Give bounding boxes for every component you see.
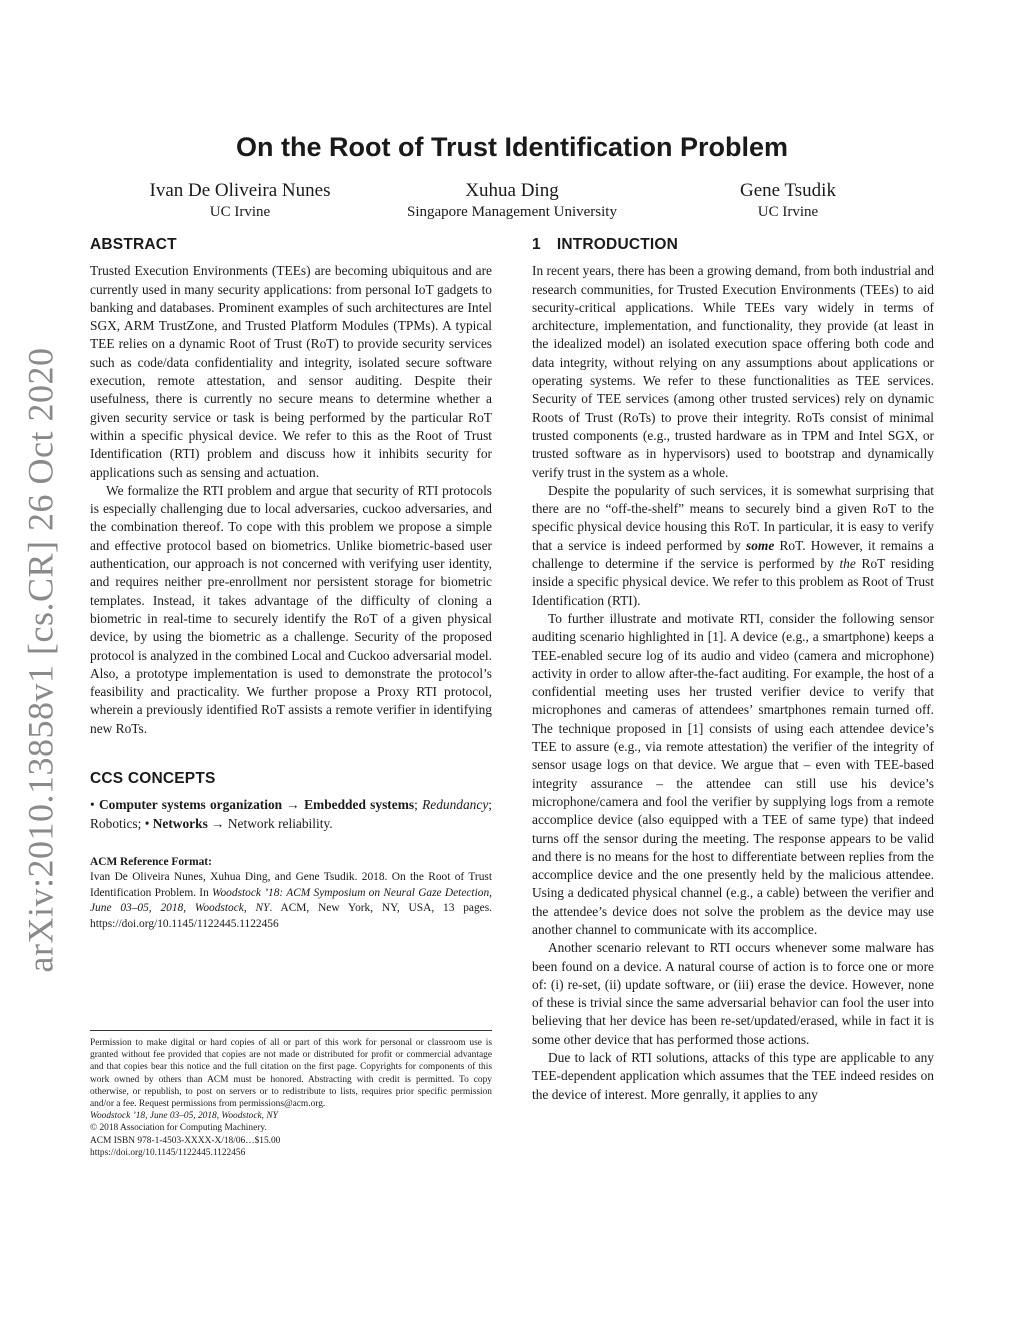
permission-venue: Woodstock ’18, June 03–05, 2018, Woodstock, NY <box>90 1111 278 1122</box>
section-number: 1 <box>532 236 541 253</box>
ccs-term: Redundancy <box>422 797 489 813</box>
ccs-arrow: → <box>282 797 305 813</box>
reference-venue: Woodstock ’18: ACM Symposium on Neural Gaze Detection, June 03–05, 2018, Woodstock, NY <box>90 886 492 915</box>
permission-copyright: © 2018 Association for Computing Machinery. <box>90 1123 267 1134</box>
intro-emphasis: the <box>839 556 856 572</box>
permission-text: Permission to make digital or hard copies of all or part of this work for personal or classroom use is granted without fee provided that copies are not made or distributed for profit or commercial advantage and that copies bear this notice and the full citation on the first page. Copyrights for components of this work owned by others than ACM must be honored. Abstracting with credit is permitted. To copy otherwise, or republish, to post on servers or to redistribute to lists, requires prior specific permission and/or a fee. Request permissions from permissions@acm.org. <box>90 1038 492 1110</box>
author-affiliation: Singapore Management University <box>407 204 617 220</box>
reference-format <box>90 855 492 933</box>
ccs-heading: CCS CONCEPTS <box>90 770 216 788</box>
reference-format-heading: ACM Reference Format: <box>90 855 212 868</box>
ccs-concepts: • Computer systems organization → Embedded systems; Redundancy; Robotics; • Networks → Network reliability. <box>90 797 492 831</box>
intro-paragraph-3: To further illustrate and motivate RTI, consider the following sensor auditing scenario highlighted in [1]. A device (e.g., a smartphone) keeps a TEE-enabled secure log of its audio and video (camera and microphone) activity in order to allow after-the-fact auditing. For example, the host of a confidential meeting uses her trusted verifier device to verify that microphones and cameras of attendees’ smartphones remain turned off. The technique proposed in [1] consists of using each attendee device’s TEE to assure (e.g., via remote attestation) the verifier of the integrity of sensor usage logs on that device. We argue that – even with TEE-based integrity assurance – the attendee can still use his device’s microphone/camera and fool the verifier by supplying logs from a remote accomplice device (also equipped with a TEE of same type) that indeed turns off the sensor during the meeting. The response appears to be valid and there is no means for the host to differentiate between replies from the accomplice device and the one presently held by the malicious attendee. Using a dedicated physical channel (e.g., a cable) between the verifier and the attendee’s device does not solve the problem as the device may use another channel to communicate with its accomplice. <box>532 610 934 937</box>
right-column <box>532 236 934 1104</box>
intro-text: Despite the popularity of such services, it is somewhat surprising that there are no “off-the-shelf” means to securely bind a given RoT to the specific physical device housing this RoT. In particular, it is easy to verify that a service is indeed performed by <box>532 482 934 553</box>
author-name: Ivan De Oliveira Nunes <box>149 180 331 201</box>
abstract-paragraph-2: We formalize the RTI problem and argue that security of RTI protocols is especially challenging due to local adversaries, cuckoo adversaries, and the combination thereof. To cope with this problem we propose a simple and effective protocol based on biometrics. Unlike biometric-based user authentication, our approach is not concerned with verifying user identity, and requires neither pre-enrollment nor persistent storage for biometric templates. Instead, it takes advantage of the difficulty of cloning a biometric in real-time to securely identify the RoT of a given physical device, by using the biometric as a challenge. Security of the proposed protocol is analyzed in the combined Local and Cuckoo adversarial model. Also, a prototype implementation is used to demonstrate the protocol’s feasibility and practicality. We further propose a Proxy RTI protocol, wherein a previously identified RoT assists a remote verifier in identifying new RoTs. <box>90 482 492 736</box>
left-column <box>90 236 492 932</box>
paper-title: On the Root of Trust Identification Problem <box>236 132 788 162</box>
ccs-arrow: → <box>207 815 228 831</box>
ccs-term: Networks <box>152 815 208 831</box>
ccs-section <box>90 770 492 833</box>
ccs-term: Computer systems organization <box>98 797 283 813</box>
author-affiliation: UC Irvine <box>757 204 819 220</box>
author-1 <box>140 180 340 221</box>
author-affiliation: UC Irvine <box>209 204 271 220</box>
ccs-term: Network reliability. <box>227 815 333 831</box>
intro-paragraph-4: Another scenario relevant to RTI occurs whenever some malware has been found on a device. A natural course of action is to force one or more of: (i) re-set, (ii) update software, or (iii) erase the device. However, none of these is trivial since the same adversarial behavior can fool the user into believing that her device has been re-set/updated/erased, while in fact it is some other device that has performed those actions. <box>532 940 934 1047</box>
author-2 <box>362 180 662 221</box>
author-3 <box>718 180 858 221</box>
author-name: Gene Tsudik <box>740 180 836 201</box>
introduction-heading <box>532 236 934 254</box>
abstract-paragraph-1: Trusted Execution Environments (TEEs) are becoming ubiquitous and are currently used in many security applications: from personal IoT gadgets to banking and databases. Prominent examples of such architectures are Intel SGX, ARM TrustZone, and Trusted Platform Modules (TPMs). A typical TEE relies on a dynamic Root of Trust (RoT) to provide security services such as code/data confidentiality and integrity, isolated secure software execution, remote attestation, and sensor auditing. Despite their usefulness, there is currently no secure means to determine whether a given security service or task is being performed by the particular RoT within a specific physical device. We refer to this as the Root of Trust Identification (RTI) problem and discuss how it inhibits security for applications such as sensing and actuation. <box>90 263 492 480</box>
permission-doi: https://doi.org/10.1145/1122445.1122456 <box>90 1147 246 1158</box>
intro-paragraph-5: Due to lack of RTI solutions, attacks of this type are applicable to any TEE-dependent application which assumes that the TEE indeed resides on the device of interest. More genrally, it applies to any <box>532 1050 934 1102</box>
intro-text: RoT residing inside a specific physical device. We refer to this problem as Root of Trust Identification (RTI). <box>532 556 934 608</box>
section-title: INTRODUCTION <box>556 236 679 253</box>
ccs-term: Embedded systems <box>304 797 415 813</box>
intro-emphasis: some <box>746 537 775 553</box>
ccs-term: ; Robotics; <box>90 797 492 831</box>
reference-text-tail: . ACM, New York, NY, USA, 13 pages. https://doi.org/10.1145/1122445.1122456 <box>90 902 492 930</box>
arxiv-id: arXiv:2010.13858v1 [cs.CR] 26 Oct 2020 <box>20 347 60 973</box>
permission-notice <box>90 1030 492 1159</box>
author-name: Xuhua Ding <box>465 180 559 201</box>
permission-isbn: ACM ISBN 978-1-4503-XXXX-X/18/06…$15.00 <box>90 1135 281 1146</box>
intro-text: RoT. However, it remains a challenge to determine if the service is performed by <box>532 537 934 572</box>
reference-text: Ivan De Oliveira Nunes, Xuhua Ding, and Gene Tsudik. 2018. On the Root of Trust Identification Problem. In <box>90 871 492 899</box>
arxiv-stamp <box>20 347 60 973</box>
abstract-heading: ABSTRACT <box>90 236 177 253</box>
intro-paragraph-1: In recent years, there has been a growing demand, from both industrial and research communities, for Trusted Execution Environments (TEEs) to aid security-critical applications. While TEEs vary widely in terms of architecture, implementation, and functionality, they provide (at least in the idealized model) an isolated execution space offering both code and data integrity, without relying on any assumptions about applications or operating systems. We refer to these functionalities as TEE services. Security of TEE services (among other trusted services) rely on dynamic Roots of Trust (RoTs) to prove their integrity. RoTs consist of minimal trusted components (e.g., trusted hardware as in TPM and Intel SGX, or trusted software as in hypervisors) used to bootstrap and dynamically verify trust in the system as a whole. <box>532 263 934 480</box>
intro-paragraph-2 <box>532 482 934 610</box>
